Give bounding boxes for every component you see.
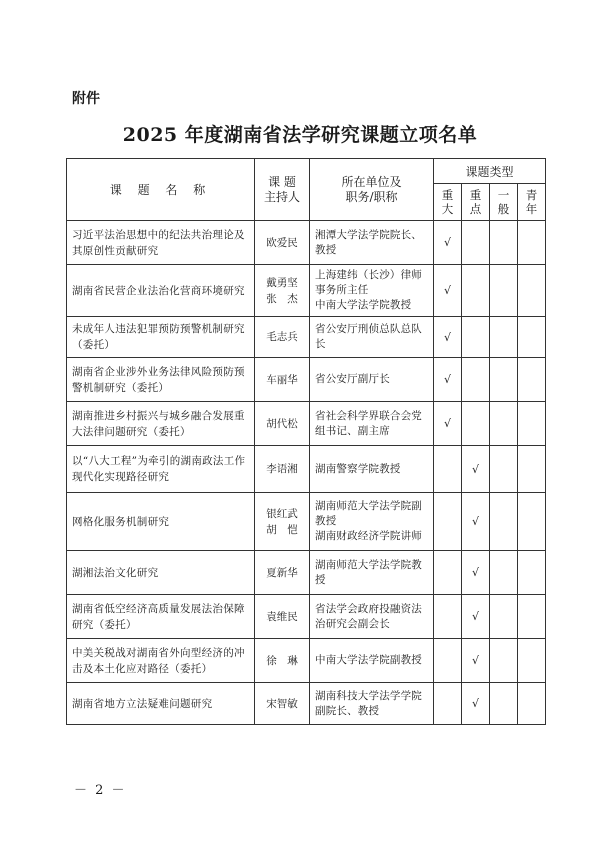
header-host	[255, 159, 310, 221]
header-unit	[310, 159, 434, 221]
check-mark-icon: √	[471, 566, 479, 579]
type-cell	[518, 551, 546, 595]
host-name: 胡代松	[266, 417, 298, 430]
type-cell	[462, 551, 490, 595]
project-name-cell: 中美关税战对湖南省外向型经济的冲击及本土化应对路径（委托）	[67, 639, 255, 683]
project-name-cell: 网格化服务机制研究	[67, 493, 255, 551]
type-cell	[434, 639, 462, 683]
table-row	[67, 402, 546, 446]
attachment-label: 附件	[72, 91, 100, 107]
table-row	[67, 358, 546, 402]
type-cell	[518, 221, 546, 265]
table-row	[67, 446, 546, 493]
unit-cell	[310, 595, 434, 639]
host-name: 袁维民	[266, 610, 298, 623]
project-name-cell: 湖南省民营企业法治化营商环境研究	[67, 265, 255, 317]
page-number: － 2 －	[74, 783, 127, 798]
type-cell	[462, 683, 490, 725]
type-cell	[518, 493, 546, 551]
unit-text: 湖南财政经济学院讲师	[315, 530, 422, 542]
unit-text: 湖南科技大学法学学院副院长、教授	[315, 689, 422, 717]
host-name: 徐 琳	[266, 654, 298, 667]
type-cell	[434, 493, 462, 551]
header-unit-line1: 所在单位及	[341, 174, 402, 189]
unit-text: 湖南警察学院教授	[315, 462, 401, 475]
table-row	[67, 639, 546, 683]
type-cell	[518, 595, 546, 639]
check-mark-icon: √	[471, 515, 479, 528]
table-row	[67, 265, 546, 317]
unit-cell	[310, 551, 434, 595]
project-list-table	[66, 158, 546, 725]
host-cell	[255, 683, 310, 725]
unit-cell	[310, 221, 434, 265]
type-cell	[518, 265, 546, 317]
unit-cell	[310, 446, 434, 493]
unit-cell	[310, 265, 434, 317]
unit-cell	[310, 402, 434, 446]
header-host-line1: 课 题	[268, 174, 296, 189]
check-mark-icon: √	[443, 284, 451, 297]
host-cell	[255, 446, 310, 493]
type-cell	[462, 446, 490, 493]
unit-text: 中南大学法学院副教授	[315, 654, 422, 666]
project-name-cell: 湖湘法治文化研究	[67, 551, 255, 595]
type-cell	[490, 358, 518, 402]
type-cell	[434, 595, 462, 639]
type-cell	[462, 317, 490, 358]
host-name: 毛志兵	[266, 331, 298, 343]
type-cell	[490, 221, 518, 265]
host-cell	[255, 358, 310, 402]
host-name: 李语湘	[266, 463, 298, 475]
check-mark-icon: √	[443, 373, 451, 386]
project-name-cell: 湖南省低空经济高质量发展法治保障研究（委托）	[67, 595, 255, 639]
host-cell	[255, 221, 310, 265]
host-cell	[255, 493, 310, 551]
unit-cell	[310, 683, 434, 725]
project-name-cell: 未成年人违法犯罪预防预警机制研究（委托）	[67, 317, 255, 358]
type-cell	[434, 221, 462, 265]
check-mark-icon: √	[471, 610, 479, 623]
unit-cell	[310, 358, 434, 402]
host-name: 宋智敏	[266, 697, 298, 710]
type-cell	[434, 446, 462, 493]
host-cell	[255, 402, 310, 446]
type-cell	[490, 639, 518, 683]
type-cell	[490, 595, 518, 639]
type-cell	[434, 317, 462, 358]
type-cell	[490, 446, 518, 493]
header-project-name: 课 题 名 称	[67, 159, 255, 221]
type-cell	[490, 551, 518, 595]
host-name: 银红武	[266, 507, 298, 520]
header-type-youth: 青 年	[518, 184, 546, 221]
check-mark-icon: √	[443, 417, 451, 430]
header-unit-line2: 职务/职称	[345, 189, 398, 204]
host-cell	[255, 317, 310, 358]
type-cell	[434, 551, 462, 595]
type-cell	[518, 639, 546, 683]
type-cell	[518, 683, 546, 725]
host-name: 欧爱民	[266, 236, 298, 249]
type-cell	[518, 446, 546, 493]
header-type-major: 重 大	[434, 184, 462, 221]
check-mark-icon: √	[471, 462, 479, 476]
type-cell	[518, 402, 546, 446]
unit-cell	[310, 317, 434, 358]
type-cell	[518, 317, 546, 358]
type-cell	[462, 402, 490, 446]
table-row	[67, 551, 546, 595]
type-cell	[434, 265, 462, 317]
check-mark-icon: √	[443, 330, 451, 344]
unit-text: 湖南师范大学法学院教授	[315, 558, 422, 586]
header-host-line2: 主持人	[263, 189, 300, 204]
project-name-cell: 习近平法治思想中的纪法共治理论及其原创性贡献研究	[67, 221, 255, 265]
header-project-type: 课题类型	[434, 159, 546, 184]
unit-text: 省社会科学界联合会党组书记、副主席	[315, 409, 422, 437]
table-row	[67, 317, 546, 358]
type-cell	[434, 402, 462, 446]
type-cell	[434, 358, 462, 402]
check-mark-icon: √	[471, 654, 479, 667]
header-type-general: 一 般	[490, 184, 518, 221]
unit-text: 上海建纬（长沙）律师事务所主任	[315, 269, 422, 296]
type-cell	[434, 683, 462, 725]
unit-cell	[310, 493, 434, 551]
host-cell	[255, 595, 310, 639]
type-cell	[462, 639, 490, 683]
host-cell	[255, 551, 310, 595]
type-cell	[518, 358, 546, 402]
type-cell	[462, 221, 490, 265]
project-name-cell: 湖南推进乡村振兴与城乡融合发展重大法律问题研究（委托）	[67, 402, 255, 446]
type-cell	[490, 683, 518, 725]
type-cell	[490, 493, 518, 551]
host-name: 戴勇坚	[266, 276, 298, 289]
unit-cell	[310, 639, 434, 683]
table-row	[67, 595, 546, 639]
type-cell	[462, 358, 490, 402]
host-name: 车丽华	[266, 373, 298, 386]
table-row	[67, 493, 546, 551]
type-cell	[490, 317, 518, 358]
check-mark-icon: √	[471, 697, 479, 710]
check-mark-icon: √	[443, 236, 451, 249]
host-name: 张 杰	[266, 292, 298, 305]
host-name: 胡 恺	[266, 523, 298, 536]
host-cell	[255, 265, 310, 317]
type-cell	[462, 595, 490, 639]
host-name: 夏新华	[266, 566, 298, 579]
table-row	[67, 683, 546, 725]
table-row	[67, 221, 546, 265]
unit-text: 中南大学法学院教授	[315, 299, 412, 311]
project-name-cell: 以“八大工程”为牵引的湖南政法工作现代化实现路径研究	[67, 446, 255, 493]
type-cell	[490, 265, 518, 317]
type-cell	[490, 402, 518, 446]
unit-text: 湖南师范大学法学院副教授	[315, 500, 422, 527]
project-name-cell: 湖南省企业涉外业务法律风险预防预警机制研究（委托）	[67, 358, 255, 402]
unit-text: 省公安厅刑侦总队总队长	[315, 323, 422, 350]
document-title: 2025 年度湖南省法学研究课题立项名单	[122, 124, 478, 146]
project-name-cell: 湖南省地方立法疑难问题研究	[67, 683, 255, 725]
unit-text: 省法学会政府投融资法治研究会副会长	[315, 602, 422, 630]
unit-text: 省公安厅副厅长	[315, 373, 390, 385]
header-type-key: 重 点	[462, 184, 490, 221]
type-cell	[462, 265, 490, 317]
host-cell	[255, 639, 310, 683]
type-cell	[462, 493, 490, 551]
unit-text: 湘潭大学法学院院长、教授	[315, 228, 422, 256]
